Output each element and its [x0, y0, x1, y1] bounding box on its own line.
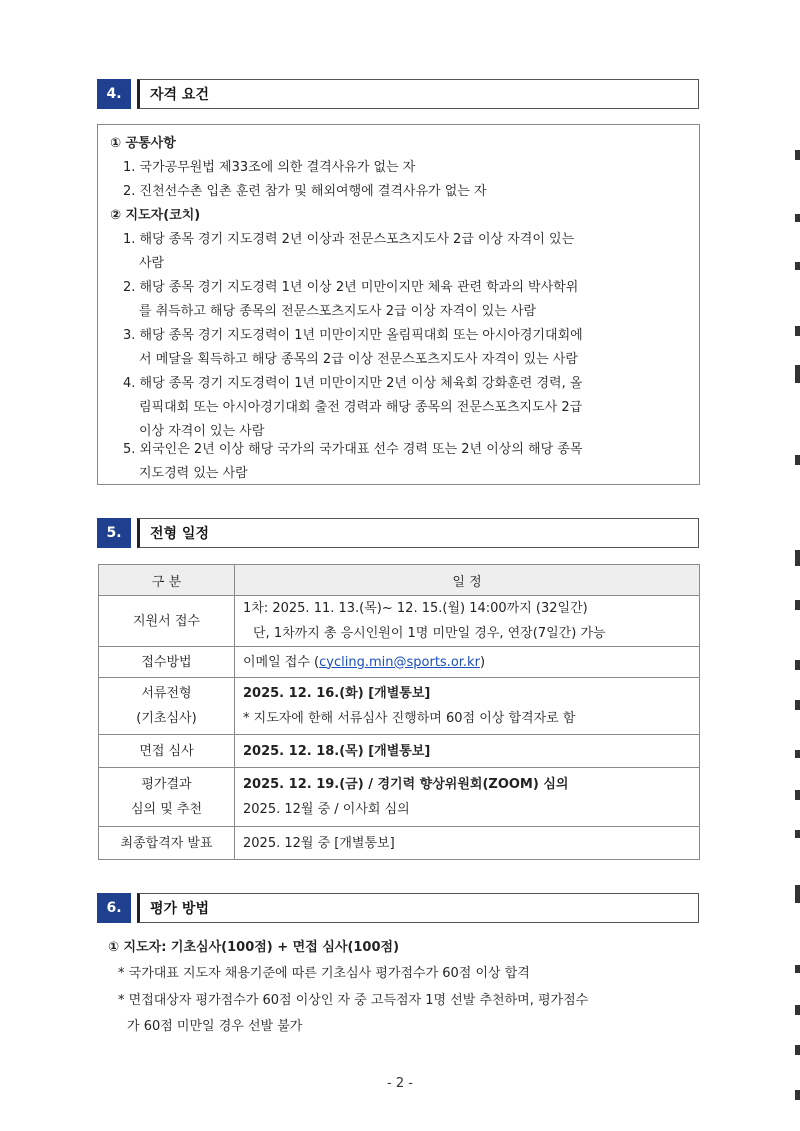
table-header-row — [99, 565, 700, 596]
table-row — [99, 596, 700, 647]
edge-mark — [795, 790, 800, 800]
edge-mark — [795, 965, 800, 973]
edge-mark — [795, 830, 800, 838]
list-item-cont: 를 취득하고 해당 종목의 전문스포츠지도사 2급 이상 자격이 있는 사람 — [139, 304, 537, 319]
table-row — [99, 768, 700, 827]
edge-mark — [795, 326, 800, 336]
schedule-line: 단, 1차까지 총 응시인원이 1명 미만일 경우, 연장(7일간) 가능 — [253, 626, 606, 641]
section-number: 5. — [97, 518, 131, 548]
method-text: ) — [479, 654, 486, 670]
edge-mark — [795, 365, 800, 383]
list-item: 3. 해당 종목 경기 지도경력이 1년 미만이지만 올림픽대회 또는 아시아경기대회에 — [123, 328, 583, 343]
edge-mark — [795, 750, 800, 758]
column-header: 일 정 — [235, 565, 700, 596]
section-title: 자격 요건 — [137, 79, 699, 109]
row-value — [235, 678, 700, 735]
list-item-cont: 사람 — [139, 256, 165, 271]
table-row — [99, 735, 700, 768]
section-title: 평가 방법 — [137, 893, 699, 923]
list-item-cont: 서 메달을 획득하고 해당 종목의 2급 이상 전문스포츠지도사 자격이 있는 사람 — [139, 352, 578, 367]
list-item-cont: 이상 자격이 있는 사람 — [139, 424, 265, 439]
label-line: 평가결과 — [141, 777, 192, 792]
schedule-line: 2025. 12월 중 / 이사회 심의 — [243, 802, 410, 817]
table-row — [99, 827, 700, 860]
edge-mark — [795, 550, 800, 566]
email-link[interactable]: cycling.min@sports.or.kr — [319, 654, 480, 670]
section-5-header — [97, 518, 699, 548]
label-line: 서류전형 — [141, 686, 192, 701]
edge-mark — [795, 150, 800, 160]
page-number: - 2 - — [387, 1076, 413, 1091]
list-item: 1. 해당 종목 경기 지도경력 2년 이상과 전문스포츠지도사 2급 이상 자격이 있는 — [123, 232, 575, 247]
edge-mark — [795, 1005, 800, 1015]
row-label — [99, 768, 235, 827]
edge-mark — [795, 455, 800, 465]
evaluation-note-cont: 가 60점 미만일 경우 선발 불가 — [127, 1019, 303, 1034]
row-label: 지원서 접수 — [99, 596, 235, 647]
edge-mark — [795, 1045, 800, 1055]
row-value — [235, 768, 700, 827]
row-label: 면접 심사 — [99, 735, 235, 768]
edge-mark — [795, 262, 800, 270]
row-value — [235, 647, 700, 678]
common-heading: ① 공통사항 — [110, 136, 176, 151]
list-item: 2. 진천선수촌 입촌 훈련 참가 및 해외여행에 결격사유가 없는 자 — [123, 184, 487, 199]
list-item-cont: 림픽대회 또는 아시아경기대회 출전 경력과 해당 종목의 전문스포츠지도사 2급 — [139, 400, 583, 415]
row-label: 최종합격자 발표 — [99, 827, 235, 860]
row-value: 2025. 12월 중 [개별통보] — [235, 827, 700, 860]
list-item: 1. 국가공무원법 제33조에 의한 결격사유가 없는 자 — [123, 160, 416, 175]
edge-mark — [795, 885, 800, 903]
qualification-box — [97, 124, 700, 485]
evaluation-heading: ① 지도자: 기초심사(100점) + 면접 심사(100점) — [108, 940, 400, 955]
list-item: 2. 해당 종목 경기 지도경력 1년 이상 2년 미만이지만 체육 관련 학과의 박사학위 — [123, 280, 579, 295]
edge-mark — [795, 1090, 800, 1100]
row-value: 2025. 12. 18.(목) [개별통보] — [235, 735, 700, 768]
table-row — [99, 678, 700, 735]
evaluation-note: * 국가대표 지도자 채용기준에 따른 기초심사 평가점수가 60점 이상 합격 — [118, 966, 530, 981]
row-value — [235, 596, 700, 647]
row-label — [99, 678, 235, 735]
method-text: 이메일 접수 ( — [243, 654, 320, 670]
schedule-line: * 지도자에 한해 서류심사 진행하며 60점 이상 합격자로 함 — [243, 711, 576, 726]
coach-heading: ② 지도자(코치) — [110, 208, 201, 223]
edge-mark — [795, 600, 800, 610]
schedule-line: 2025. 12. 16.(화) [개별통보] — [243, 686, 431, 701]
list-item-cont: 지도경력 있는 사람 — [139, 466, 248, 481]
section-number: 6. — [97, 893, 131, 923]
table-row — [99, 647, 700, 678]
edge-mark — [795, 214, 800, 222]
column-header: 구 분 — [99, 565, 235, 596]
schedule-line: 2025. 12. 19.(금) / 경기력 향상위원회(ZOOM) 심의 — [243, 777, 569, 792]
section-6-header — [97, 893, 699, 923]
section-4-header — [97, 79, 699, 109]
schedule-table — [98, 564, 700, 860]
section-number: 4. — [97, 79, 131, 109]
list-item: 4. 해당 종목 경기 지도경력이 1년 미만이지만 2년 이상 체육회 강화훈련 경력, 올 — [123, 376, 583, 391]
edge-mark — [795, 660, 800, 670]
row-label: 접수방법 — [99, 647, 235, 678]
list-item: 5. 외국인은 2년 이상 해당 국가의 국가대표 선수 경력 또는 2년 이상의 해당 종목 — [123, 442, 583, 457]
evaluation-note: * 면접대상자 평가점수가 60점 이상인 자 중 고득점자 1명 선발 추천하며, 평가점수 — [118, 993, 589, 1008]
label-line: 심의 및 추천 — [130, 802, 203, 817]
schedule-line: 1차: 2025. 11. 13.(목)~ 12. 15.(월) 14:00까지 (32일간) — [243, 601, 588, 616]
edge-mark — [795, 700, 800, 710]
section-title: 전형 일정 — [137, 518, 699, 548]
label-line: (기초심사) — [136, 711, 197, 726]
